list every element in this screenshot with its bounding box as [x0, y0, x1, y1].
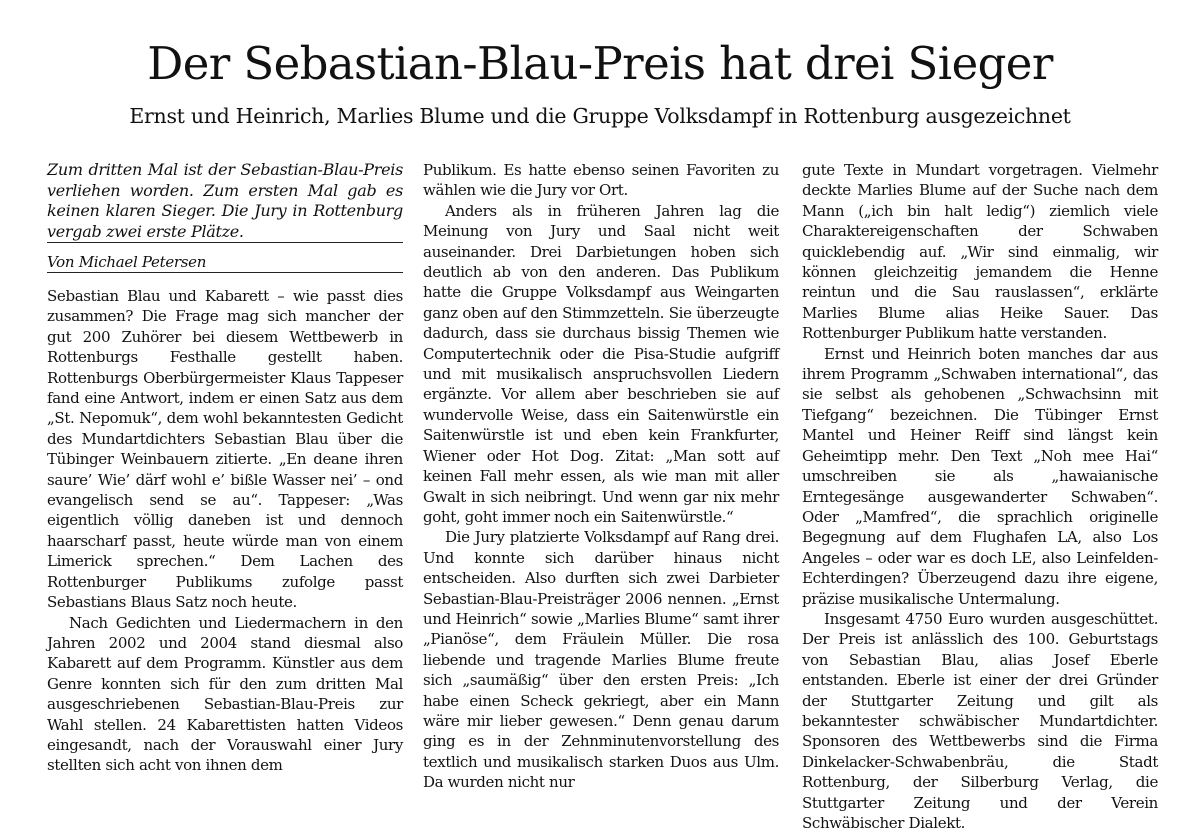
body-paragraph: Insgesamt 4750 Euro wurden ausgeschüttet. Der Preis ist anlässlich des 100. Geburtstags von Sebastian Blau, alias Josef Eberle entstanden. Eberle ist einer der drei Gründer der Stuttgarter Zeitung und gilt als bekanntester schwäbischer Mundartdichter. Sponsoren des Wettbewerbs sind die Firma Dinkelacker-Schwabenbräu, die Stadt Rottenburg, der Silberburg Verlag, die Stuttgarter Zeitung und der Verein Schwäbischer Dialekt.: [802, 609, 1158, 832]
divider-bottom: [47, 272, 403, 273]
body-paragraph: Ernst und Heinrich boten manches dar aus ihrem Programm „Schwaben international“, das sie selbst als gehobenen „Schwachsinn mit Tiefgang“ bezeichnen. Die Tübinger Ernst Mantel und Heiner Reiff sind längst kein Geheimtipp mehr. Den Text „Noh mee Hai“ umschreiben sie als „hawaianische Erntegesänge ausgewanderter Schwaben“. Oder „Mamfred“, die sprachlich originelle Begegnung auf dem Flughafen LA, also Los Angeles – oder war es doch LE, also Leinfelden-Echterdingen? Überzeugend dazu ihre eigene, präzise musikalische Untermalung.: [802, 344, 1158, 608]
subheadline: Ernst und Heinrich, Marlies Blume und die Gruppe Volksdampf in Rottenburg ausgezeichnet: [129, 104, 1071, 128]
column-2: [423, 160, 779, 793]
body-paragraph: Sebastian Blau und Kabarett – wie passt dies zusammen? Die Frage mag sich mancher der gut 200 Zuhörer bei diesem Wettbewerb in Rottenburgs Festhalle gestellt haben. Rottenburgs Oberbürgermeister Klaus Tappeser fand eine Antwort, indem er einen Satz aus dem „St. Nepomuk“, dem wohl bekanntesten Gedicht des Mundartdichters Sebastian Blau über die Tübinger Weinbauern zitierte. „En deane ihren saure’ Wie’ därf wohl e’ bißle Wasser nei’ – ond evangelisch send se au“. Tappeser: „Was eigentlich völlig daneben ist und dennoch haarscharf passt, heute würde man von einem Limerick sprechen.“ Dem Lachen des Rottenburger Publikums zufolge passt Sebastians Blaus Satz noch heute.: [47, 287, 403, 612]
headline: Der Sebastian-Blau-Preis hat drei Sieger: [147, 37, 1053, 90]
author-byline: Von Michael Petersen: [47, 253, 207, 271]
body-paragraph: gute Texte in Mundart vorgetragen. Vielmehr deckte Marlies Blume auf der Suche nach dem Mann („ich bin halt ledig“) ziemlich viele Charaktereigenschaften der Schwaben quicklebendig auf. „Wir sind einmalig, wir können gleichzeitig jemandem die Henne reintun und die Sau rauslassen“, erklärte Marlies Blume alias Heike Sauer. Das Rottenburger Publikum hatte verstanden.: [802, 161, 1158, 343]
column-3: [802, 160, 1158, 833]
body-paragraph: Anders als in früheren Jahren lag die Meinung von Jury und Saal nicht weit auseinander. Drei Darbietungen hoben sich deutlich ab von den anderen. Das Publikum hatte die Gruppe Volksdampf aus Weingarten ganz oben auf den Stimmzetteln. Sie überzeugte dadurch, dass sie durchaus bissig Themen wie Computertechnik oder die Pisa-Studie aufgriff und mit musikalisch anspruchsvollen Liedern ergänzte. Vor allem aber beschrieben sie auf wundervolle Weise, dass ein Saitenwürstle ein Saitenwürstle ist und eben kein Frankfurter, Wiener oder Hot Dog. Zitat: „Man sott auf keinen Fall mehr essen, als wie man mit aller Gwalt in sich neibringt. Und wenn gar nix mehr goht, goht immer noch ein Saitenwürstle.“: [423, 201, 779, 526]
column-1: [47, 160, 403, 776]
body-paragraph: Nach Gedichten und Liedermachern in den Jahren 2002 und 2004 stand diesmal also Kabarett auf dem Programm. Künstler aus dem Genre konnten sich für den zum dritten Mal ausgeschriebenen Sebastian-Blau-Preis zur Wahl stellen. 24 Kabarettisten hatten Videos eingesandt, nach der Vorauswahl einer Jury stellten sich acht von ihnen dem: [47, 613, 403, 775]
body-paragraph: Die Jury platzierte Volksdampf auf Rang drei. Und konnte sich darüber hinaus nicht entscheiden. Also durften sich zwei Darbieter Sebastian-Blau-Preisträger 2006 nennen. „Ernst und Heinrich“ sowie „Marlies Blume“ samt ihrer „Pianöse“, dem Fräulein Müller. Die rosa liebende und tragende Marlies Blume freute sich „saumäßig“ über den ersten Preis: „Ich habe einen Scheck gekriegt, aber ein Mann wäre mir lieber gewesen.“ Denn genau darum ging es in der Zehnminutenvorstellung des textlich und musikalisch starken Duos aus Ulm. Da wurden nicht nur: [423, 528, 779, 792]
divider-top: [47, 242, 403, 243]
lead-paragraph: Zum dritten Mal ist der Sebastian-Blau-Preis verliehen worden. Zum ersten Mal gab es keinen klaren Sieger. Die Jury in Rottenburg vergab zwei erste Plätze.: [47, 160, 403, 241]
body-paragraph: Publikum. Es hatte ebenso seinen Favoriten zu wählen wie die Jury vor Ort.: [423, 161, 779, 200]
